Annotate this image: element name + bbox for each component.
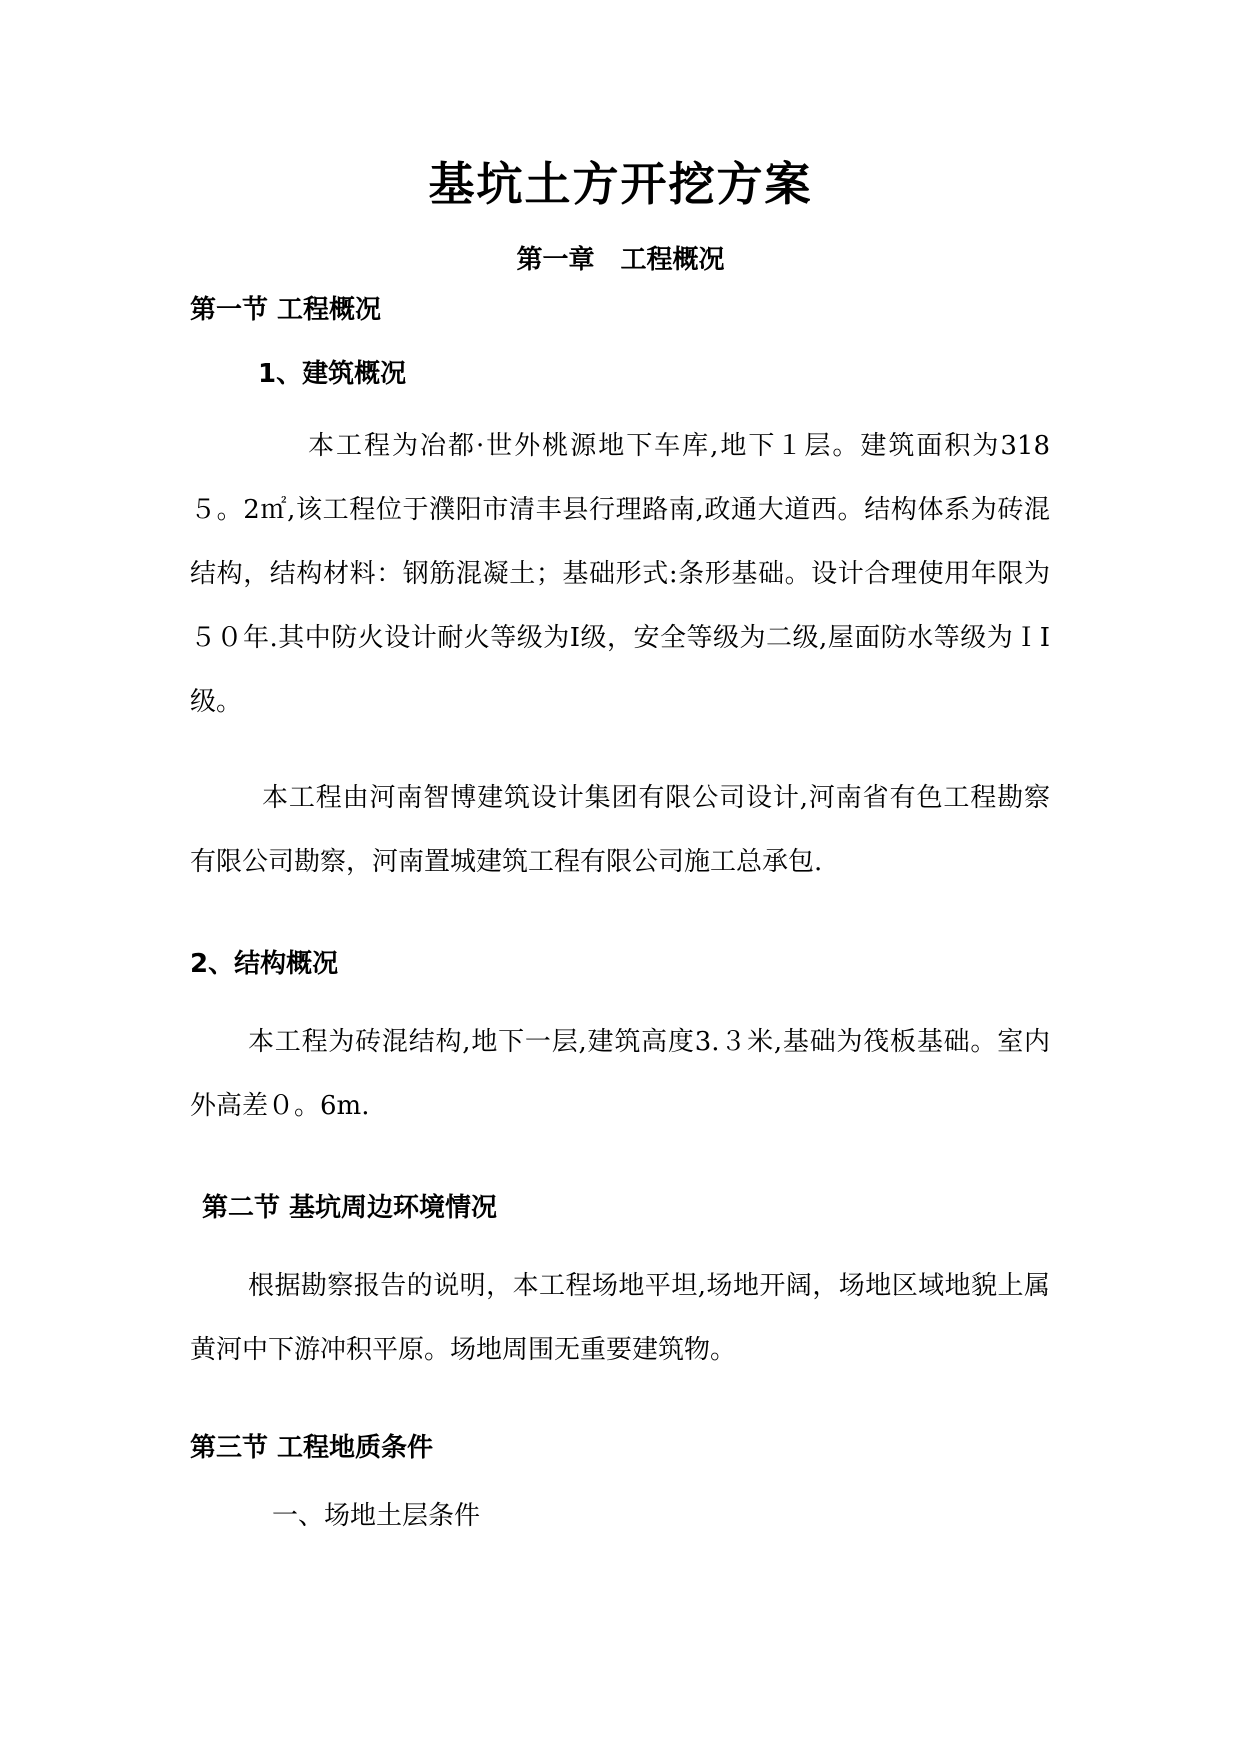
chapter-heading: 第一章 工程概况 <box>516 245 725 275</box>
section-heading-3: 第三节 工程地质条件 <box>190 1433 434 1463</box>
section-heading-1: 第一节 工程概况 <box>190 295 382 325</box>
subsection-heading-building: 1、建筑概况 <box>258 359 407 389</box>
paragraph-building-overview: 本工程为冶都·世外桃源地下车库,地下１层。建筑面积为318５。2㎡,该工程位于濮阳市清丰县行理路南,政通大道西。结构体系为砖混结构，结构材料：钢筋混凝土；基础形式:条形基础。设计合理使用年限为５０年.其中防火设计耐火等级为Ⅰ级，安全等级为二级,屋面防水等级为ＩⅠ级。 <box>190 431 1050 717</box>
paragraph-structure-overview: 本工程为砖混结构,地下一层,建筑高度3.３米,基础为筏板基础。室内外高差０。6m. <box>190 1027 1050 1121</box>
paragraph-contractors: 本工程由河南智博建筑设计集团有限公司设计,河南省有色工程勘察有限公司勘察，河南置城建筑工程有限公司施工总承包. <box>190 783 1050 877</box>
document-title: 基坑土方开挖方案 <box>428 157 813 211</box>
subsection-heading-structure: 2、结构概况 <box>190 949 339 979</box>
subsection-heading-soil: 一、场地土层条件 <box>272 1501 481 1531</box>
paragraph-surroundings: 根据勘察报告的说明，本工程场地平坦,场地开阔，场地区域地貌上属黄河中下游冲积平原。场地周围无重要建筑物。 <box>190 1271 1050 1365</box>
section-heading-2: 第二节 基坑周边环境情况 <box>202 1193 498 1223</box>
